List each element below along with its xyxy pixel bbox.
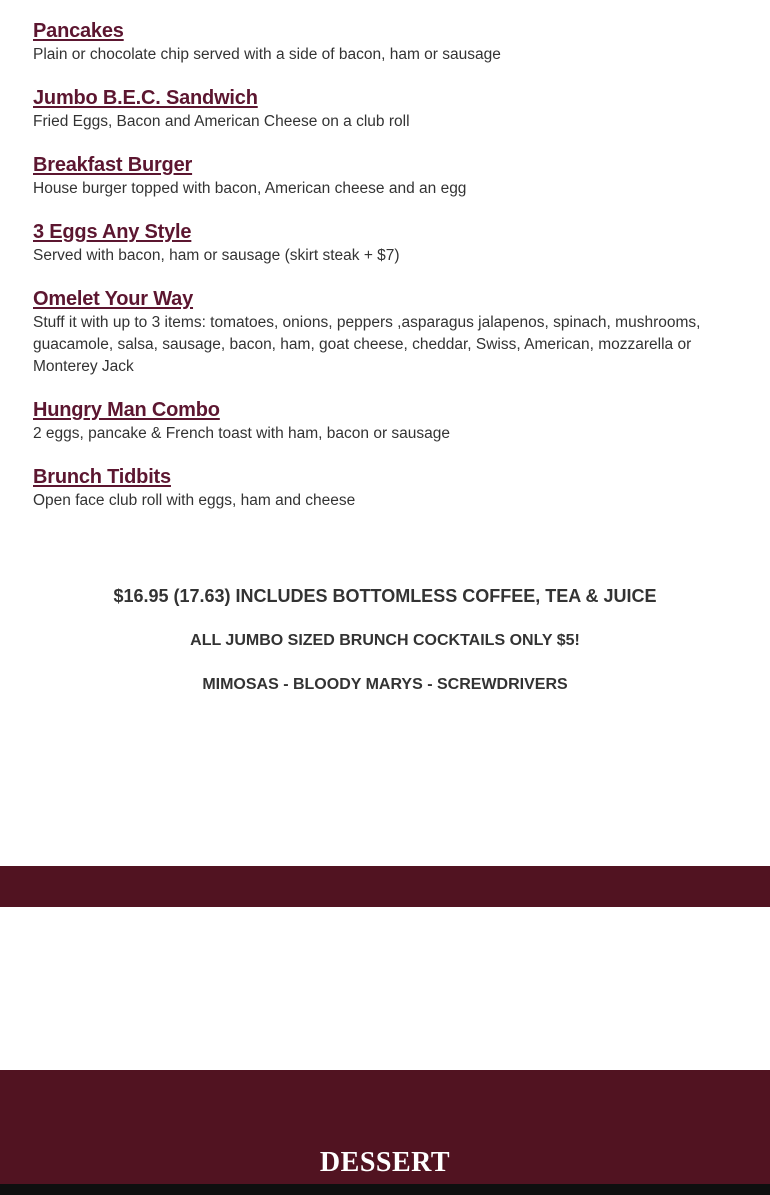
bottom-bar [0, 1184, 770, 1195]
section-divider-band [0, 866, 770, 907]
cocktail-offer-line: ALL JUMBO SIZED BRUNCH COCKTAILS ONLY $5! [190, 632, 580, 649]
menu-item-description: Plain or chocolate chip served with a side of bacon, ham or sausage [33, 46, 501, 63]
menu-item-title[interactable]: Jumbo B.E.C. Sandwich [33, 87, 258, 109]
brunch-menu-list [33, 18, 733, 531]
cocktail-list-line: MIMOSAS - BLOODY MARYS - SCREWDRIVERS [202, 676, 568, 693]
menu-item-description: Stuff it with up to 3 items: tomatoes, onions, peppers ,asparagus jalapenos, spinach, mushrooms, guacamole, salsa, sausage, bacon, ham, goat cheese, cheddar, Swiss, American, mozzarella or Monterey Jack [33, 314, 701, 375]
menu-item-omelet [33, 286, 733, 378]
menu-item-brunch-tidbits [33, 464, 733, 512]
menu-item-title[interactable]: Omelet Your Way [33, 288, 194, 310]
menu-item-description: Served with bacon, ham or sausage (skirt steak + $7) [33, 247, 400, 264]
menu-item-three-eggs [33, 219, 733, 267]
menu-item-hungry-man [33, 397, 733, 445]
menu-item-description: Fried Eggs, Bacon and American Cheese on a club roll [33, 113, 410, 130]
menu-item-title[interactable]: Brunch Tidbits [33, 466, 171, 488]
menu-item-description: 2 eggs, pancake & French toast with ham, bacon or sausage [33, 425, 451, 442]
menu-item-breakfast-burger [33, 152, 733, 200]
menu-item-title[interactable]: Hungry Man Combo [33, 399, 220, 421]
dessert-heading: DESSERT [319, 1147, 451, 1178]
menu-item-title[interactable]: 3 Eggs Any Style [33, 221, 192, 243]
menu-item-pancakes [33, 18, 733, 66]
menu-item-title[interactable]: Breakfast Burger [33, 154, 193, 176]
menu-item-bec-sandwich [33, 85, 733, 133]
brunch-price-line: $16.95 (17.63) INCLUDES BOTTOMLESS COFFEE, TEA & JUICE [113, 586, 657, 606]
menu-item-title[interactable]: Pancakes [33, 20, 124, 42]
menu-item-description: House burger topped with bacon, American cheese and an egg [33, 180, 467, 197]
menu-item-description: Open face club roll with eggs, ham and cheese [33, 492, 356, 509]
